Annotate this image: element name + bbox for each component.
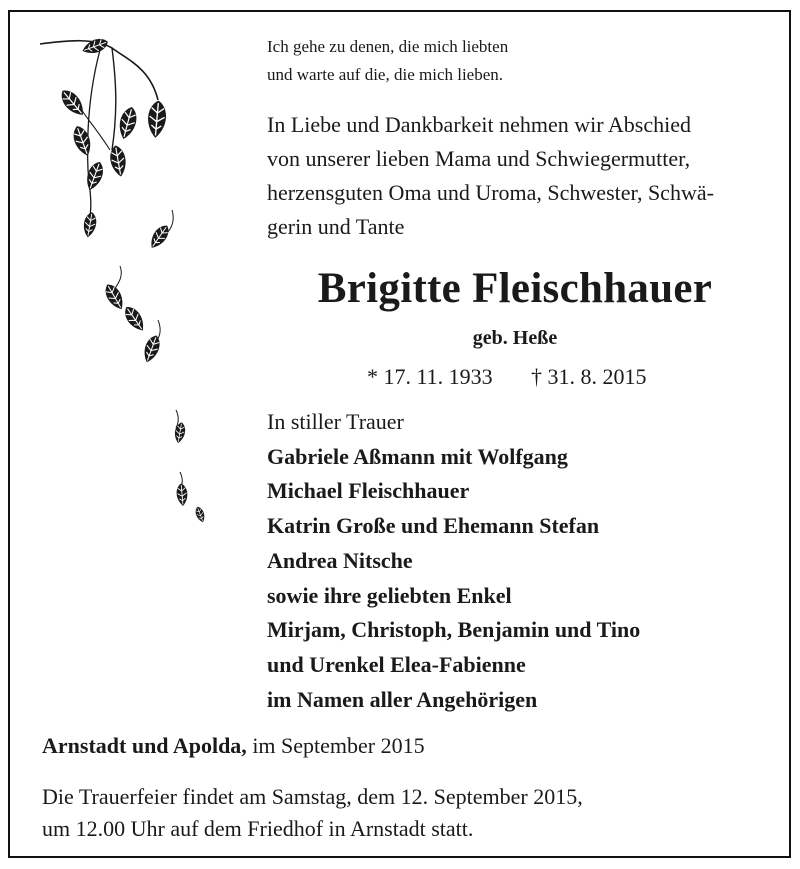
mourners-list: [267, 405, 640, 717]
mourner-name: Mirjam, Christoph, Benjamin und Tino: [267, 617, 641, 643]
service-line: Die Trauerfeier findet am Samstag, dem 12. September 2015,: [42, 784, 583, 809]
mourner-name: Michael Fleischhauer: [267, 478, 470, 504]
deceased-name: Brigitte Fleischhauer: [317, 265, 713, 312]
intro-line: von unserer lieben Mama und Schwiegermutter,: [267, 146, 691, 171]
death-date: † 31. 8. 2015: [531, 364, 647, 389]
intro-line: In Liebe und Dankbarkeit nehmen wir Abschied: [267, 112, 691, 137]
maiden-name: geb. Heße: [472, 327, 558, 349]
intro-paragraph: [267, 108, 714, 244]
service-line: um 12.00 Uhr auf dem Friedhof in Arnstadt statt.: [42, 816, 474, 841]
intro-line: gerin und Tante: [267, 214, 405, 239]
mourner-name: Katrin Große und Ehemann Stefan: [267, 513, 600, 539]
birth-date: * 17. 11. 1933: [367, 364, 493, 389]
place-date: [42, 733, 425, 759]
mourners-heading: In stiller Trauer: [267, 409, 404, 434]
motto-line: und warte auf die, die mich lieben.: [267, 65, 504, 84]
intro-line: herzensguten Oma und Uroma, Schwester, Schwä-: [267, 180, 714, 205]
mourner-name: sowie ihre geliebten Enkel: [267, 582, 512, 608]
place: Arnstadt und Apolda,: [42, 733, 247, 758]
motto-line: Ich gehe zu denen, die mich liebten: [267, 37, 509, 56]
mourner-name: Gabriele Aßmann mit Wolfgang: [267, 443, 568, 469]
mourner-name: und Urenkel Elea-Fabienne: [267, 651, 526, 677]
date: im September 2015: [252, 733, 425, 758]
motto: [267, 33, 508, 89]
service-info: [42, 781, 583, 845]
mourner-name: Andrea Nitsche: [267, 547, 413, 573]
mourner-name: im Namen aller Angehörigen: [267, 686, 538, 712]
falling-leaves-branch-icon: [0, 0, 260, 560]
